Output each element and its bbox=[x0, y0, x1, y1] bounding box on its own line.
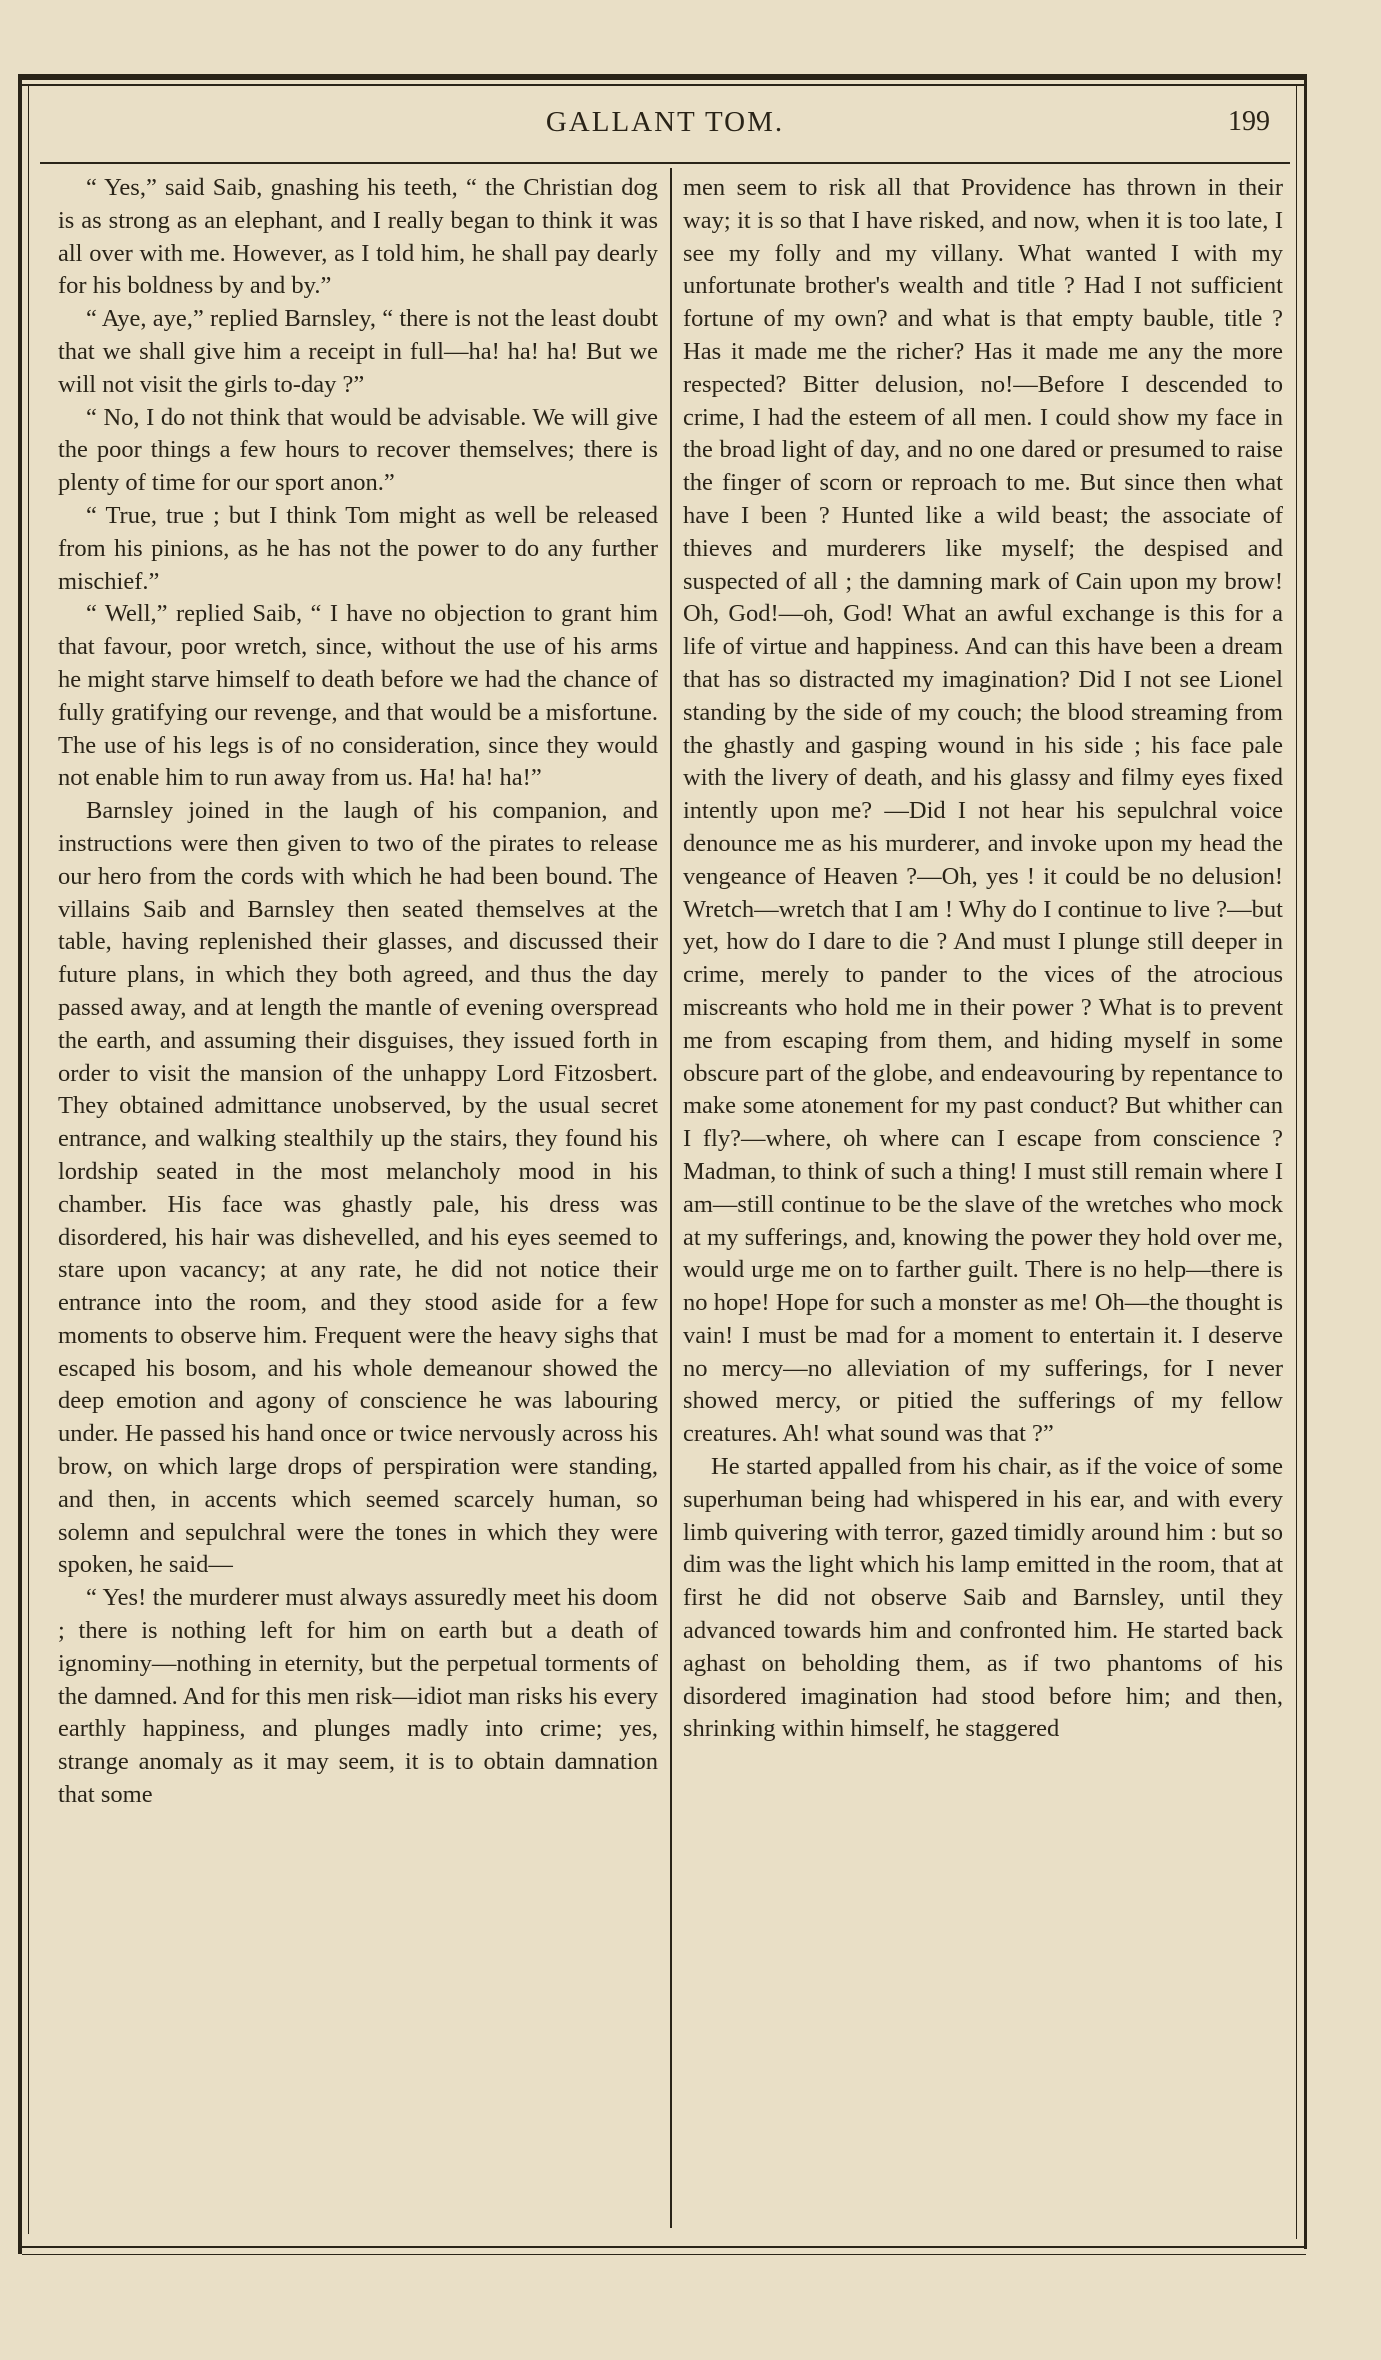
left-border-rule-inner bbox=[28, 84, 29, 2234]
running-title: GALLANT TOM. bbox=[545, 106, 785, 138]
paragraph: “ No, I do not think that would be advisable. We will give the poor things a few hours to recover themselves; there is plenty of time for our sport anon.” bbox=[58, 403, 658, 497]
bottom-border-rule-thin bbox=[22, 2254, 1306, 2255]
top-border-rule bbox=[22, 74, 1306, 80]
paragraph: “ True, true ; but I think Tom might as well be released from his pinions, as he has not the power to do any further mischief.” bbox=[58, 501, 658, 595]
right-border-rule bbox=[1304, 74, 1307, 2249]
left-column bbox=[58, 172, 658, 2232]
left-border-rule bbox=[18, 74, 22, 2254]
paragraph: “ Yes! the murderer must always assuredly meet his doom ; there is nothing left for him on earth but a death of ignominy—nothing in eternity, but the perpetual torments of the damned. And for this men risk—idiot man risks his every earthly happiness, and plunges madly into crime; yes, strange anomaly as it may seem, it is to obtain damnation that some bbox=[58, 1584, 658, 1809]
bottom-border-rule bbox=[22, 2246, 1306, 2248]
paragraph: “ Well,” replied Saib, “ I have no objection to grant him that favour, poor wretch, since, without the use of his arms he might starve himself to death before we had the chance of fully gratifying our revenge, and that would be a misfortune. The use of his legs is of no consideration, since they would not enable him to run away from us. Ha! ha! ha!” bbox=[58, 600, 658, 792]
paragraph: He started appalled from his chair, as if the voice of some superhuman being had whispered in his ear, and with every limb quivering with terror, gazed timidly around him : but so dim was the light which his lamp emitted in the room, that at first he did not observe Saib and Barnsley, until they advanced towards him and confronted him. He started back aghast on beholding them, as if two phantoms of his disordered imagination had stood before him; and then, shrinking within himself, he staggered bbox=[683, 1453, 1283, 1743]
right-border-rule-inner bbox=[1296, 84, 1297, 2239]
page-number: 199 bbox=[1228, 106, 1270, 137]
paragraph: “ Aye, aye,” replied Barnsley, “ there is not the least doubt that we shall give him a receipt in full—ha! ha! ha! But we will not visit the girls to-day ?” bbox=[58, 305, 658, 398]
header-rule bbox=[40, 162, 1290, 164]
paragraph-continued: men seem to risk all that Providence has thrown in their way; it is so that I have risked, and now, when it is too late, I see my folly and my villany. What wanted I with my unfortunate brother's wealth and title ? Had I not sufficient fortune of my own? and what is that empty bauble, title ? Has it made me the richer? Has it made me any the more respected? Bitter delusion, no!—Before I descended to crime, I had the esteem of all men. I could show my face in the broad light of day, and no one dared or presumed to raise the finger of scorn or reproach to me. But since then what have I been ? Hunted like a wild beast; the associate of thieves and murderers like myself; the despised and suspected of all ; the damning mark of Cain upon my brow! Oh, God!—oh, God! What an awful exchange is this for a life of virtue and happiness. And can this have been a dream that has so distracted my imagination? Did I not see Lionel standing by the side of my couch; the blood streaming from the ghastly and gasping wound in his side ; his face pale with the livery of death, and his glassy and filmy eyes fixed intently upon me? —Did I not hear his sepulchral voice denounce me as his murderer, and invoke upon my head the vengeance of Heaven ?—Oh, yes ! it could be no delusion! Wretch—wretch that I am ! Why do I continue to live ?—but yet, how do I dare to die ? And must I plunge still deeper in crime, merely to pander to the vices of the atrocious miscreants who hold me in their power ? What is to prevent me from escaping from them, and hiding myself in some obscure part of the globe, and endeavouring by repentance to make some atonement for my past conduct? But whither can I fly?—where, oh where can I escape from conscience ? Madman, to think of such a thing! I must still remain where I am—still continue to be the slave of the wretches who mock at my sufferings, and, knowing the power they hold over me, would urge me on to farther guilt. There is no help—there is no hope! Hope for such a monster as me! Oh—the thought is vain! I must be mad for a moment to entertain it. I deserve no mercy—no alleviation of my sufferings, for I never showed mercy, or pitied the sufferings of my fellow creatures. Ah! what sound was that ?” bbox=[683, 174, 1283, 1448]
paragraph: “ Yes,” said Saib, gnashing his teeth, “ the Christian dog is as strong as an elephant, and I really began to think it was all over with me. However, as I told him, he shall pay dearly for his boldness by and by.” bbox=[58, 174, 658, 300]
top-border-rule-thin bbox=[22, 84, 1306, 86]
column-divider bbox=[670, 168, 672, 2228]
page-header bbox=[40, 96, 1290, 156]
right-column bbox=[683, 172, 1283, 2232]
paragraph: Barnsley joined in the laugh of his companion, and instructions were then given to two of the pirates to release our hero from the cords with which he had been bound. The villains Saib and Barnsley then seated themselves at the table, having replenished their glasses, and discussed their future plans, in which they both agreed, and thus the day passed away, and at length the mantle of evening overspread the earth, and assuming their disguises, they issued forth in order to visit the mansion of the unhappy Lord Fitzosbert. They obtained admittance unobserved, by the usual secret entrance, and walking stealthily up the stairs, they found his lordship seated in the most melancholy mood in his chamber. His face was ghastly pale, his dress was disordered, his hair was dishevelled, and his eyes seemed to stare upon vacancy; at any rate, he did not notice their entrance into the room, and they stood aside for a few moments to observe him. Frequent were the heavy sighs that escaped his bosom, and his whole demeanour showed the deep emotion and agony of conscience he was labouring under. He passed his hand once or twice nervously across his brow, on which large drops of perspiration were standing, and then, in accents which seemed scarcely human, so solemn and sepulchral were the tones in which they were spoken, he said— bbox=[58, 797, 658, 1579]
